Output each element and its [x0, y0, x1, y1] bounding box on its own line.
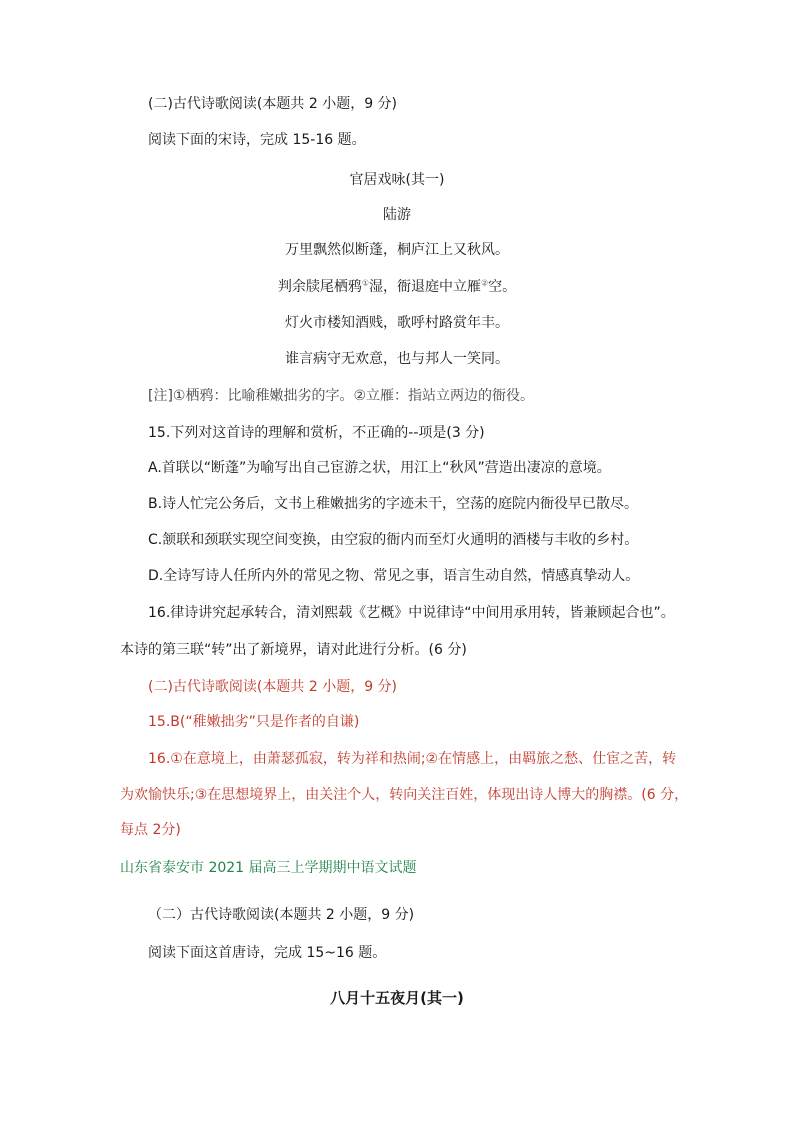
poem-note: [注]①栖鸦：比喻稚嫩拙劣的字。②立雁：指站立两边的衙役。 — [148, 388, 535, 404]
answer-16-line-2: 为欢愉快乐;③在思想境界上，由关注个人，转向关注百姓，体现出诗人博大的胸襟。(6 分， — [120, 787, 689, 803]
poem-line-2 — [0, 277, 794, 297]
answer-16-line-3: 每点 2分) — [120, 822, 181, 838]
footnote-marker-1: ① — [361, 278, 369, 288]
question-16-line-1: 16.律诗讲究起承转合，清刘熙载《艺概》中说律诗“中间用承用转，皆兼顾起合也”。 — [148, 605, 675, 621]
poem-author: 陆游 — [383, 207, 411, 223]
question-15: 15.下列对这首诗的理解和赏析，不正确的--项是(3 分) — [148, 425, 485, 441]
poem-line-3: 灯火市楼知酒贱，歌呼村路赏年丰。 — [285, 315, 509, 331]
section1-header: (二)古代诗歌阅读(本题共 2 小题，9 分) — [148, 96, 398, 112]
answer-15: 15.B(“稚嫩拙劣”只是作者的自谦) — [148, 714, 360, 730]
option-a: A.首联以“断蓬”为喻写出自己宦游之状，用江上“秋风”营造出凄凉的意境。 — [148, 460, 611, 476]
poem-line-2-part-b: 湿，衙退庭中立雁 — [369, 279, 481, 295]
option-b: B.诗人忙完公务后，文书上稚嫩拙劣的字迹未干，空荡的庭院内衙役早已散尽。 — [148, 496, 639, 512]
poem-title: 官居戏咏(其一) — [349, 172, 445, 188]
section2-poem-title: 八月十五夜月(其一) — [330, 989, 464, 1007]
option-c: C.颔联和颈联实现空间变换，由空寂的衙内而至灯火通明的酒楼与丰收的乡村。 — [148, 532, 639, 548]
poem-line-1: 万里飘然似断蓬，桐庐江上又秋风。 — [285, 242, 509, 258]
answer-header: (二)古代诗歌阅读(本题共 2 小题，9 分) — [148, 679, 398, 695]
option-d: D.全诗写诗人任所内外的常见之物、常见之事，语言生动自然，情感真挚动人。 — [148, 568, 640, 584]
answer-16-line-1: 16.①在意境上，由萧瑟孤寂，转为祥和热闹;②在情感上，由羁旅之愁、仕宦之苦，转 — [148, 751, 677, 767]
footnote-marker-2: ② — [481, 278, 489, 288]
section2-instruction: 阅读下面这首唐诗，完成 15~16 题。 — [148, 945, 387, 961]
question-16-line-2: 本诗的第三联“转”出了新境界，请对此进行分析。(6 分) — [120, 642, 467, 658]
section2-header: （二）古代诗歌阅读(本题共 2 小题，9 分) — [148, 907, 415, 923]
source-title: 山东省泰安市 2021 届高三上学期期中语文试题 — [120, 860, 417, 876]
poem-line-4: 谁言病守无欢意，也与邦人一笑同。 — [285, 351, 509, 367]
section1-instruction: 阅读下面的宋诗，完成 15-16 题。 — [148, 132, 366, 148]
poem-line-2-part-c: 空。 — [488, 279, 517, 295]
poem-line-2-part-a: 判余牍尾栖鸦 — [277, 279, 362, 295]
